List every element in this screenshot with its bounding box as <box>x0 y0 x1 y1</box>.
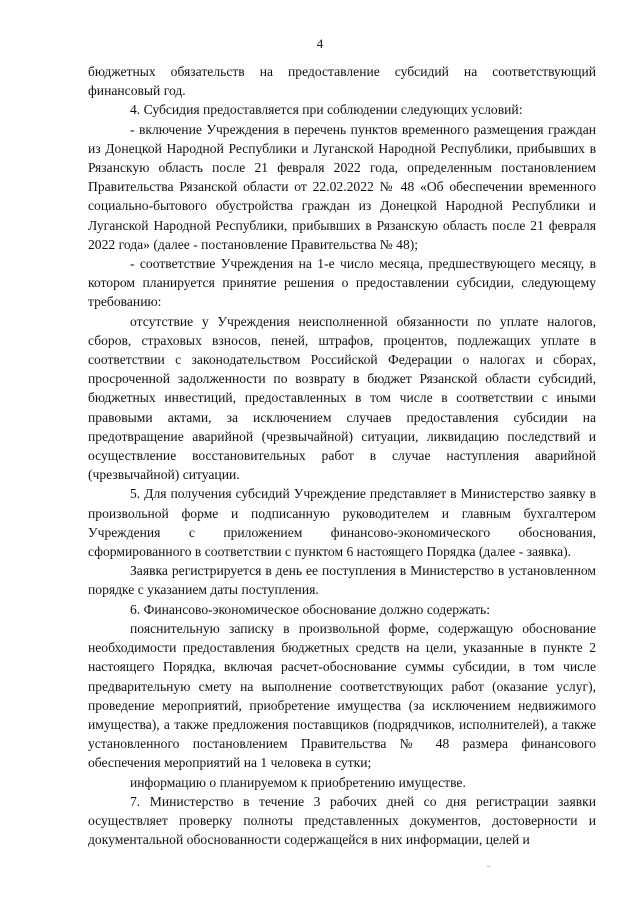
paragraph-explanatory-note: пояснительную записку в произвольной форме, содержащую обоснование необходимости предоставления бюджетных средств на цели, указанные в пункте 2 настоящего Порядка, включая расчет-обоснование суммы субсидии, в том числе предварительную смету на выполнение соответствующих работ (оказание услуг), проведение мероприятий, приобретение имущества (за исключением недвижимого имущества), а также предложения поставщиков (подрядчиков, исполнителей), а также установленного постановлением Правительства № 48 размера финансового обеспечения мероприятий на 1 человека в сутки; <box>88 620 596 771</box>
paragraph-property-info: информацию о планируемом к приобретению имуществе. <box>130 774 466 790</box>
paragraph-requirement-no-debts: отсутствие у Учреждения неисполненной обязанности по уплате налогов, сборов, страховых взносов, пеней, штрафов, процентов, подлежащих уплате в соответствии с законодательством Российской Федерации о налогах и сборах, просроченной задолженности по возврату в бюджет Рязанской области субсидий, бюджетных инвестиций, предоставленных в том числе в соответствии с иными правовыми актами, за исключением случаев предоставления субсидии на предотвращение аварийной (чрезвычайной) ситуации, ликвидацию последствий и осуществление восстановительных работ в случае наступления аварийной (чрезвычайной) ситуации. <box>88 313 596 483</box>
paragraph-clause-6: 6. Финансово-экономическое обоснование должно содержать: <box>130 601 491 617</box>
paragraph-registration: Заявка регистрируется в день ее поступления в Министерство в установленном порядке с указанием даты поступления. <box>88 563 596 598</box>
scan-speck <box>487 866 490 867</box>
paragraph-continuation: бюджетных обязательств на предоставление субсидий на соответствующий финансовый год. <box>88 64 596 99</box>
document-body <box>88 62 596 849</box>
paragraph-condition-inclusion: - включение Учреждения в перечень пунктов временного размещения граждан из Донецкой Народной Республики и Луганской Народной Республики, прибывших в Рязанскую область после 21 февраля 2022 года, определенным постановлением Правительства Рязанской области от 22.02.2022 № 48 «Об обеспечении временного социально-бытового обустройства граждан из Донецкой Народной Республики и Луганской Народной Республики, прибывших в Рязанскую область после 21 февраля 2022 года» (далее - постановление Правительства № 48); <box>88 121 596 252</box>
paragraph-clause-4: 4. Субсидия предоставляется при соблюдении следующих условий: <box>130 102 523 118</box>
paragraph-condition-compliance: - соответствие Учреждения на 1-е число месяца, предшествующего месяцу, в котором планируется принятие решения о предоставлении субсидии, следующему требованию: <box>88 256 596 310</box>
page-number: 4 <box>316 36 324 51</box>
paragraph-clause-5: 5. Для получения субсидий Учреждение представляет в Министерство заявку в произвольной форме и подписанную руководителем и главным бухгалтером Учреждения с приложением финансово-экономического обоснования, сформированного в соответствии с пунктом 6 настоящего Порядка (далее - заявка). <box>88 486 596 560</box>
paragraph-clause-7: 7. Министерство в течение 3 рабочих дней со дня регистрации заявки осуществляет проверку полноты представленных документов, достоверности и документальной обоснованности содержащейся в них информации, целей и <box>88 793 596 848</box>
